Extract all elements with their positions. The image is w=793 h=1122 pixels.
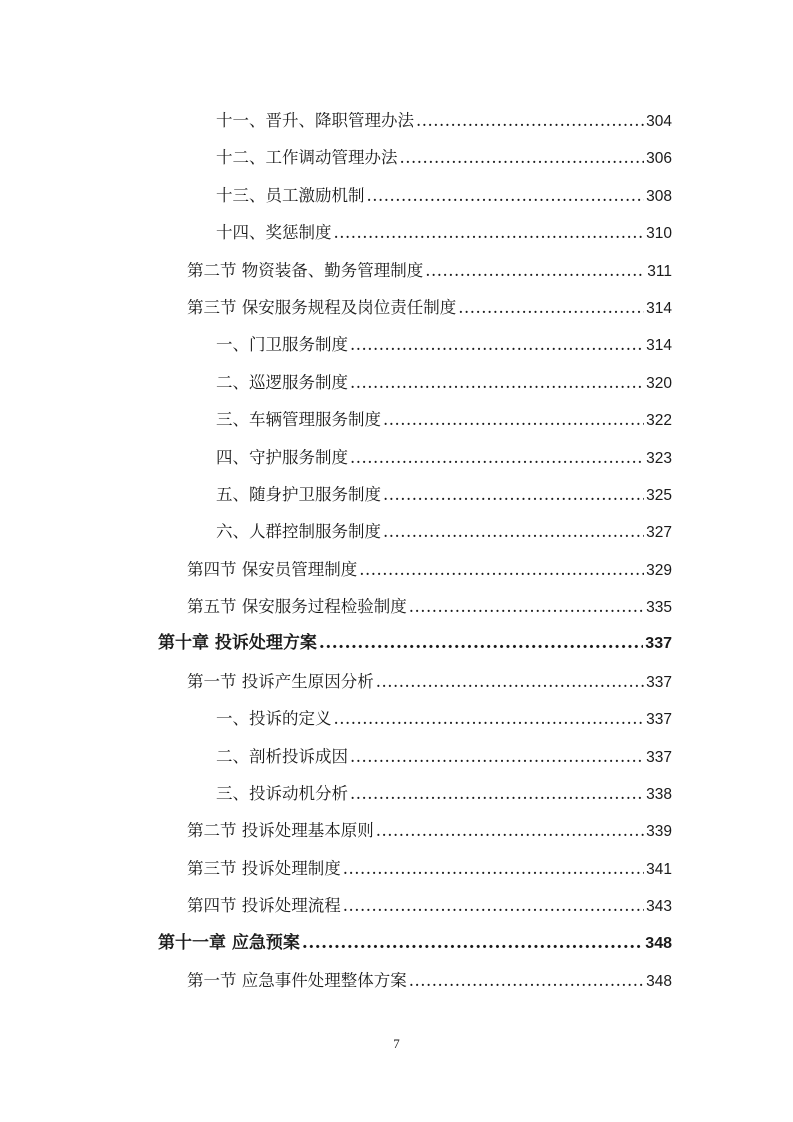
toc-entry-page: 337 [646, 711, 672, 729]
toc-entry-page: 338 [646, 786, 672, 804]
toc-dot-leader [400, 139, 645, 176]
toc-dot-leader [319, 625, 643, 662]
table-of-contents [0, 102, 793, 999]
toc-dot-leader [367, 177, 645, 214]
toc-entry-page: 329 [646, 561, 672, 579]
toc-entry-page: 304 [646, 113, 672, 130]
toc-entry-title: 二、剖析投诉成因 [216, 746, 348, 766]
toc-dot-leader [359, 551, 644, 588]
toc-entry-title: 十三、员工激励机制 [216, 185, 365, 205]
toc-subsection-entry[interactable] [0, 177, 793, 214]
toc-dot-leader [409, 962, 644, 999]
toc-entry-title: 第二节 投诉处理基本原则 [187, 821, 374, 841]
toc-entry-title: 十四、奖惩制度 [216, 223, 332, 243]
toc-entry-page: 337 [645, 635, 672, 653]
toc-subsection-entry[interactable] [0, 102, 793, 139]
toc-entry-page: 348 [646, 972, 672, 990]
toc-entry-title: 第二节 物资装备、勤务管理制度 [187, 260, 424, 280]
toc-entry-title: 第四节 保安员管理制度 [187, 559, 358, 579]
toc-section-entry[interactable] [0, 289, 793, 326]
page-number: 7 [393, 1036, 400, 1051]
toc-entry-title: 十一、晋升、降职管理办法 [216, 111, 414, 130]
toc-entry-page: 339 [646, 823, 672, 841]
toc-section-entry[interactable] [0, 812, 793, 849]
toc-entry-page: 308 [646, 187, 672, 205]
toc-dot-leader [458, 289, 644, 326]
toc-section-entry[interactable] [0, 551, 793, 588]
toc-chapter-entry[interactable] [0, 925, 793, 962]
toc-entry-title: 第四节 投诉处理流程 [187, 896, 341, 916]
toc-entry-page: 335 [646, 599, 672, 617]
toc-entry-title: 一、门卫服务制度 [216, 335, 348, 355]
toc-subsection-entry[interactable] [0, 700, 793, 737]
toc-entry-page: 322 [646, 412, 672, 430]
toc-entry-page: 327 [646, 524, 672, 542]
toc-entry-page: 337 [646, 748, 672, 766]
toc-dot-leader [343, 887, 644, 924]
toc-section-entry[interactable] [0, 887, 793, 924]
toc-subsection-entry[interactable] [0, 513, 793, 550]
toc-entry-title: 六、人群控制服务制度 [216, 522, 381, 542]
toc-entry-page: 306 [646, 150, 672, 168]
toc-subsection-entry[interactable] [0, 139, 793, 176]
toc-entry-title: 第十章 投诉处理方案 [158, 633, 317, 654]
toc-entry-title: 第五节 保安服务过程检验制度 [187, 597, 407, 617]
toc-subsection-entry[interactable] [0, 439, 793, 476]
toc-dot-leader [409, 588, 644, 625]
toc-subsection-entry[interactable] [0, 775, 793, 812]
toc-entry-title: 五、随身护卫服务制度 [216, 484, 381, 504]
toc-dot-leader [383, 401, 644, 438]
toc-entry-page: 310 [646, 225, 672, 243]
toc-subsection-entry[interactable] [0, 214, 793, 251]
toc-entry-page: 341 [646, 860, 672, 878]
toc-dot-leader [334, 214, 645, 251]
toc-entry-page: 348 [645, 934, 672, 952]
toc-entry-title: 四、守护服务制度 [216, 447, 348, 467]
toc-entry-page: 320 [646, 374, 672, 392]
toc-section-entry[interactable] [0, 252, 793, 289]
toc-section-entry[interactable] [0, 962, 793, 999]
toc-entry-page: 314 [646, 299, 672, 317]
toc-entry-title: 第三节 保安服务规程及岗位责任制度 [187, 297, 457, 317]
toc-entry-title: 一、投诉的定义 [216, 709, 332, 729]
toc-subsection-entry[interactable] [0, 738, 793, 775]
toc-dot-leader [350, 326, 644, 363]
toc-entry-page: 311 [647, 262, 672, 280]
toc-dot-leader [350, 775, 644, 812]
toc-dot-leader [383, 513, 644, 550]
toc-entry-title: 三、车辆管理服务制度 [216, 410, 381, 430]
toc-dot-leader [376, 812, 644, 849]
toc-entry-title: 第三节 投诉处理制度 [187, 858, 341, 878]
toc-section-entry[interactable] [0, 663, 793, 700]
toc-entry-title: 二、巡逻服务制度 [216, 372, 348, 392]
toc-dot-leader [376, 663, 644, 700]
toc-dot-leader [350, 439, 644, 476]
toc-dot-leader [383, 476, 644, 513]
toc-entry-page: 343 [646, 898, 672, 916]
toc-dot-leader [350, 364, 644, 401]
toc-dot-leader [425, 252, 645, 289]
toc-subsection-entry[interactable] [0, 401, 793, 438]
toc-dot-leader [334, 700, 645, 737]
toc-section-entry[interactable] [0, 850, 793, 887]
toc-entry-title: 十二、工作调动管理办法 [216, 148, 398, 168]
toc-entry-page: 323 [646, 449, 672, 467]
toc-subsection-entry[interactable] [0, 476, 793, 513]
toc-entry-page: 337 [646, 673, 672, 691]
toc-dot-leader [302, 925, 643, 962]
toc-entry-title: 三、投诉动机分析 [216, 784, 348, 804]
toc-entry-title: 第一节 应急事件处理整体方案 [187, 970, 407, 990]
toc-chapter-entry[interactable] [0, 625, 793, 662]
toc-entry-title: 第十一章 应急预案 [158, 932, 300, 953]
toc-dot-leader [343, 850, 644, 887]
toc-entry-page: 314 [646, 337, 672, 355]
toc-dot-leader [350, 738, 644, 775]
toc-entry-page: 325 [646, 486, 672, 504]
toc-dot-leader [416, 102, 644, 139]
toc-subsection-entry[interactable] [0, 364, 793, 401]
toc-entry-title: 第一节 投诉产生原因分析 [187, 671, 374, 691]
toc-section-entry[interactable] [0, 588, 793, 625]
toc-subsection-entry[interactable] [0, 326, 793, 363]
